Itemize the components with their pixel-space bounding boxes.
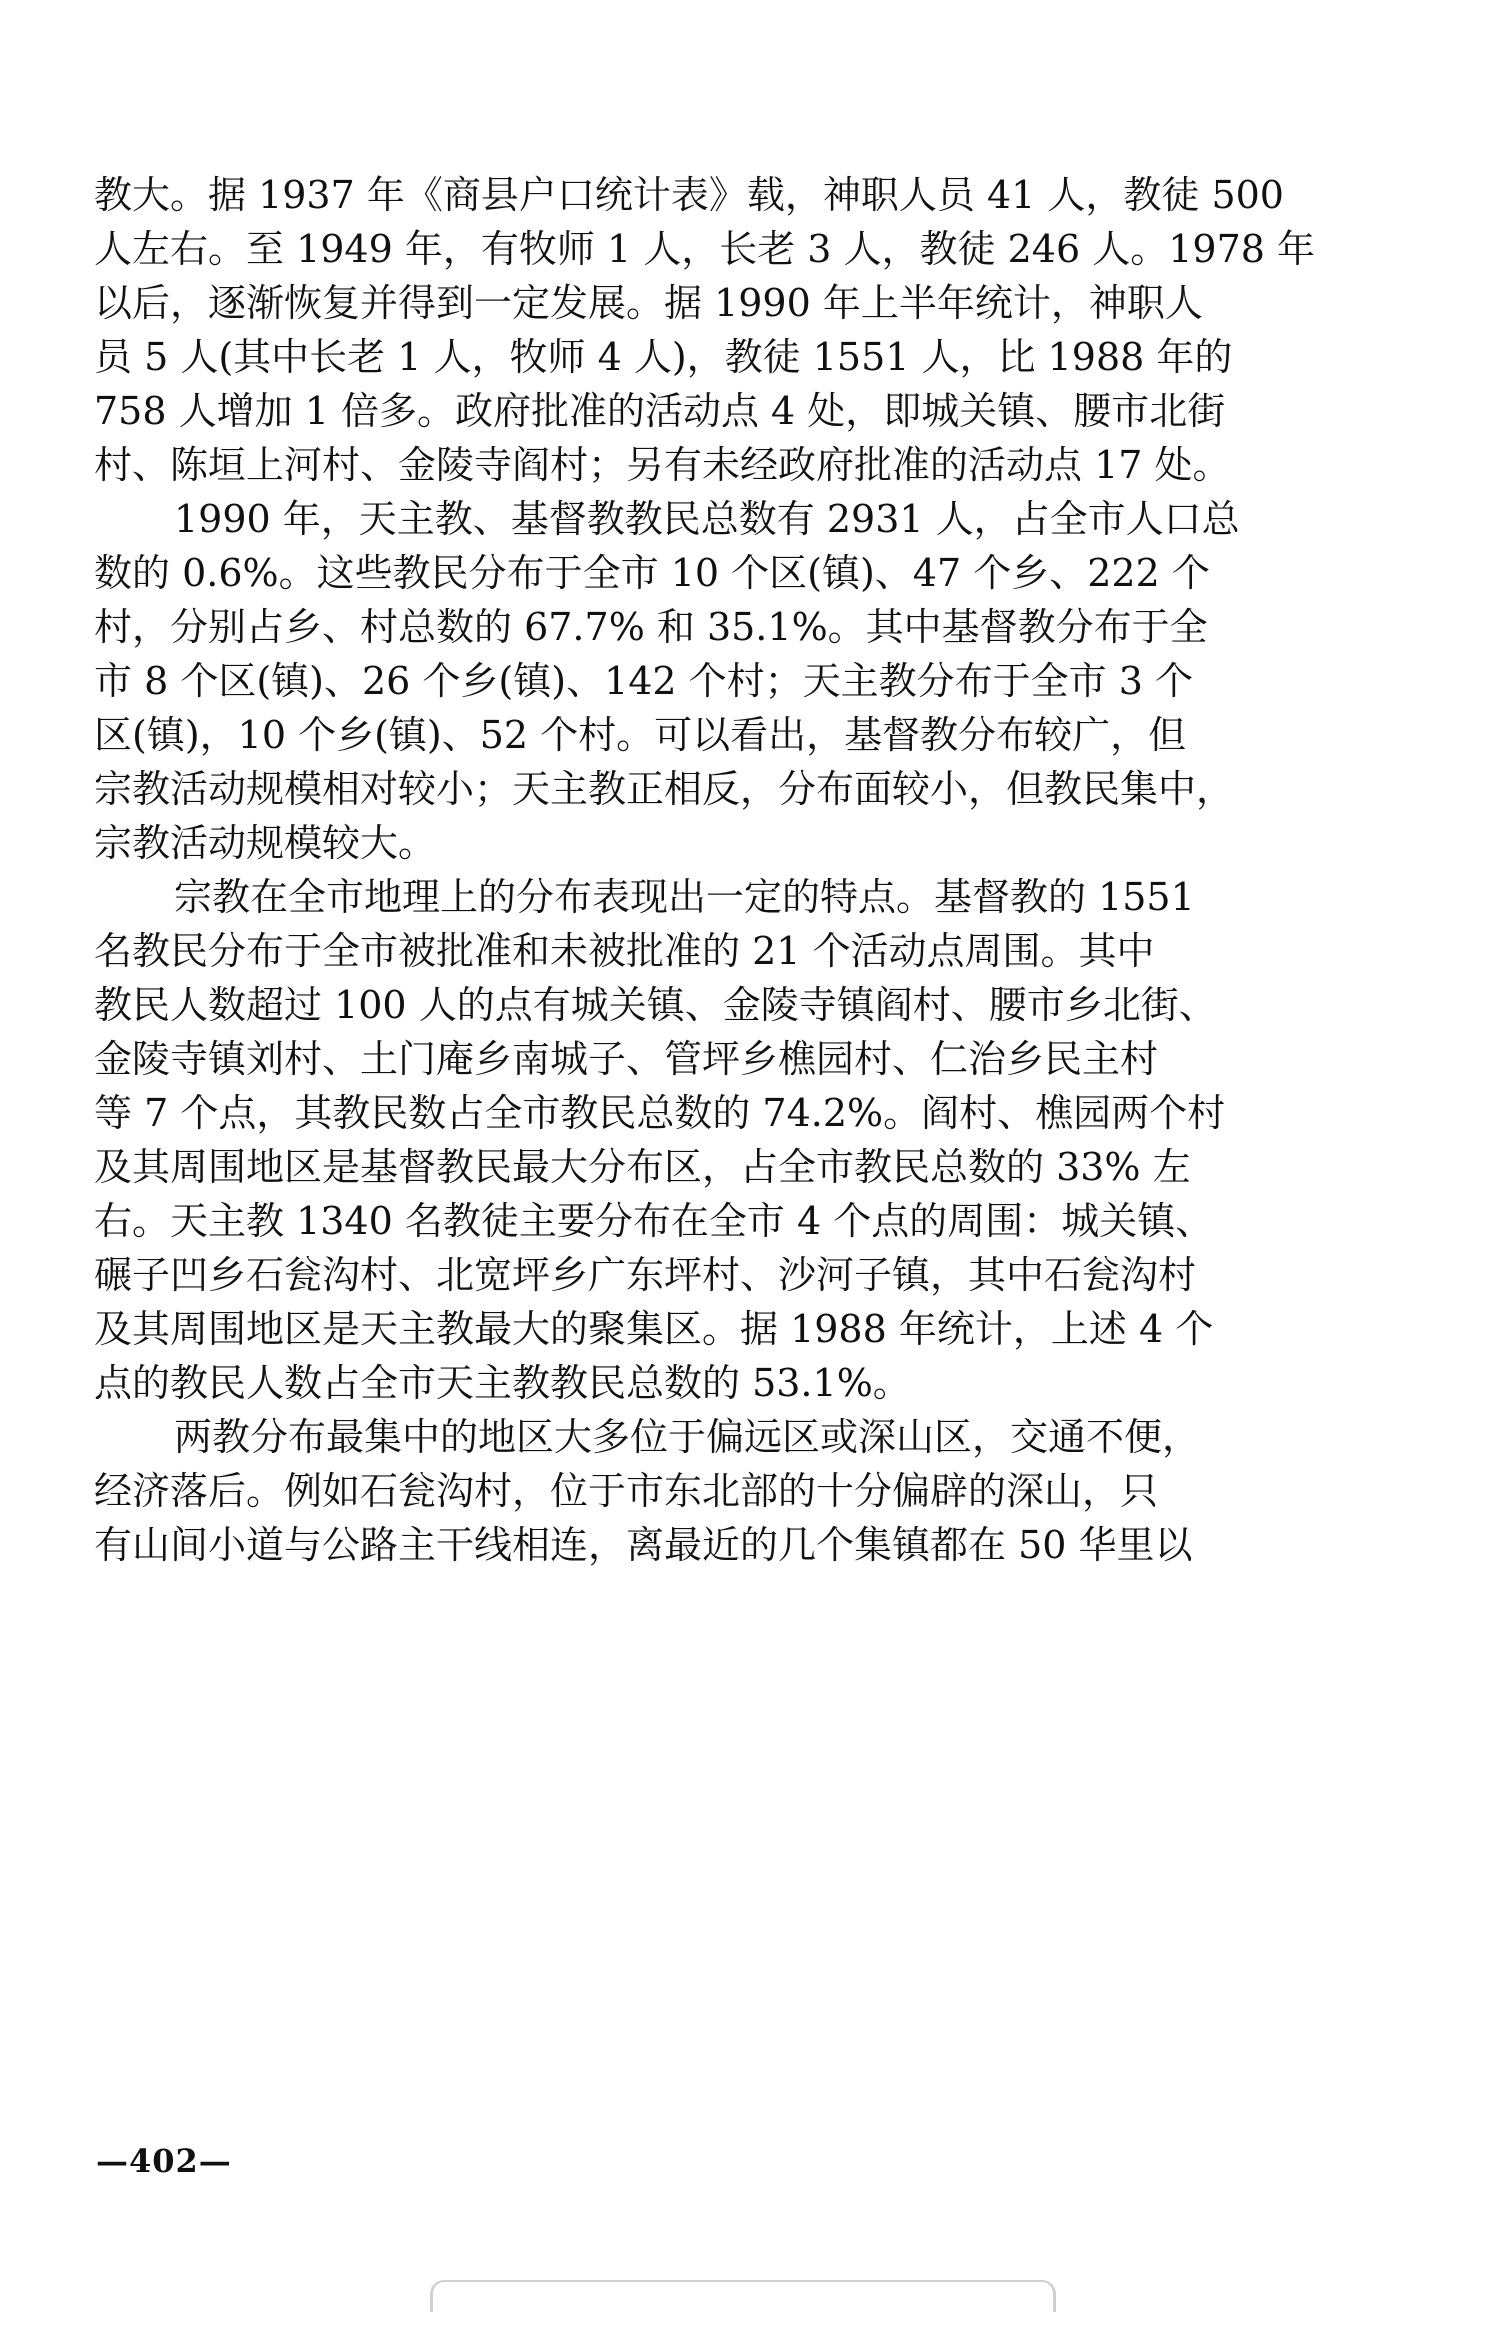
text-line: 等 7 个点，其教民数占全市教民总数的 74.2%。阎村、樵园两个村	[94, 1091, 1226, 1135]
text-line: 758 人增加 1 倍多。政府批准的活动点 4 处，即城关镇、腰市北街	[94, 389, 1226, 433]
paragraph-4	[94, 1410, 1409, 1572]
text-line: 教民人数超过 100 人的点有城关镇、金陵寺镇阎村、腰市乡北街、	[94, 983, 1217, 1027]
scan-artifact	[430, 2280, 1056, 2312]
paragraph-1	[94, 168, 1409, 492]
text-line: 及其周围地区是天主教最大的聚集区。据 1988 年统计，上述 4 个	[94, 1307, 1214, 1351]
text-line: 村，分别占乡、村总数的 67.7% 和 35.1%。其中基督教分布于全	[94, 605, 1208, 649]
text-line: 两教分布最集中的地区大多位于偏远区或深山区，交通不便，	[174, 1415, 1201, 1459]
text-line: 1990 年，天主教、基督教教民总数有 2931 人，占全市人口总	[174, 497, 1240, 541]
text-line: 村、陈垣上河村、金陵寺阎村；另有未经政府批准的活动点 17 处。	[94, 443, 1231, 487]
text-line: 教大。据 1937 年《商县户口统计表》载，神职人员 41 人，教徒 500	[94, 173, 1284, 217]
text-line: 经济落后。例如石瓮沟村，位于市东北部的十分偏辟的深山，只	[94, 1469, 1159, 1513]
paragraph-2	[94, 492, 1409, 870]
text-line: 宗教活动规模相对较小；天主教正相反，分布面较小，但教民集中，	[94, 767, 1235, 811]
text-line: 宗教活动规模较大。	[94, 821, 437, 865]
text-line: 碾子凹乡石瓮沟村、北宽坪乡广东坪村、沙河子镇，其中石瓮沟村	[94, 1253, 1197, 1297]
text-line: 人左右。至 1949 年，有牧师 1 人，长老 3 人，教徒 246 人。1978 年	[94, 227, 1316, 271]
text-line: 宗教在全市地理上的分布表现出一定的特点。基督教的 1551	[174, 875, 1195, 919]
text-line: 市 8 个区(镇)、26 个乡(镇)、142 个村；天主教分布于全市 3 个	[94, 659, 1194, 703]
text-line: 员 5 人(其中长老 1 人，牧师 4 人)，教徒 1551 人，比 1988 年的	[94, 335, 1233, 379]
text-line: 数的 0.6%。这些教民分布于全市 10 个区(镇)、47 个乡、222 个	[94, 551, 1210, 595]
body-text	[94, 168, 1409, 1572]
page-number: —402—	[96, 2142, 232, 2180]
text-line: 以后，逐渐恢复并得到一定发展。据 1990 年上半年统计，神职人	[94, 281, 1203, 325]
text-line: 右。天主教 1340 名教徒主要分布在全市 4 个点的周围：城关镇、	[94, 1199, 1214, 1243]
text-line: 名教民分布于全市被批准和未被批准的 21 个活动点周围。其中	[94, 929, 1155, 973]
text-line: 及其周围地区是基督教民最大分布区，占全市教民总数的 33% 左	[94, 1145, 1191, 1189]
text-line: 金陵寺镇刘村、土门庵乡南城子、管坪乡樵园村、仁治乡民主村	[94, 1037, 1159, 1081]
text-line: 点的教民人数占全市天主教教民总数的 53.1%。	[94, 1361, 911, 1405]
paragraph-3	[94, 870, 1409, 1410]
text-line: 有山间小道与公路主干线相连，离最近的几个集镇都在 50 华里以	[94, 1523, 1193, 1567]
text-line: 区(镇)，10 个乡(镇)、52 个村。可以看出，基督教分布较广，但	[94, 713, 1187, 757]
